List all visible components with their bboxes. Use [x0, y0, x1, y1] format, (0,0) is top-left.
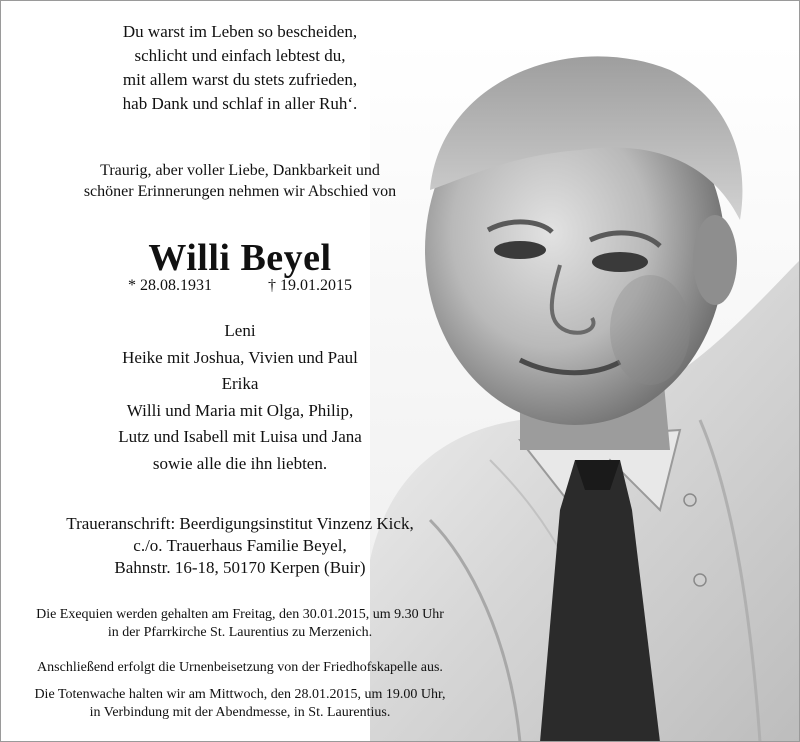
mourner-line: Heike mit Joshua, Vivien und Paul	[122, 347, 358, 367]
mourner-line: Lutz und Isabell mit Luisa und Jana	[118, 427, 362, 446]
mourner-line: Erika	[221, 374, 259, 393]
life-dates	[0, 276, 480, 296]
mourner-line: Willi und Maria mit Olga, Philip,	[126, 400, 354, 420]
note-line: in Verbindung mit der Abendmesse, in St. Laurentius.	[89, 705, 391, 720]
intro-text	[0, 160, 480, 202]
mourner-line: sowie alle die ihn liebten.	[152, 453, 328, 473]
urn-burial-note	[0, 659, 480, 677]
address-line: Bahnstr. 16-18, 50170 Kerpen (Buir)	[114, 558, 366, 577]
poem	[0, 20, 480, 116]
deceased-name: Willi Beyel	[148, 237, 332, 279]
poem-line: hab Dank und schlaf in aller Ruh‘.	[122, 94, 358, 113]
address-line: Traueranschrift: Beerdigungsinstitut Vinzenz Kick,	[66, 514, 414, 533]
note-line: in der Pfarrkirche St. Laurentius zu Merzenich.	[107, 625, 373, 640]
note-line: Die Exequien werden gehalten am Freitag, den 30.01.2015, um 9.30 Uhr	[36, 607, 444, 622]
poem-line: schlicht und einfach lebtest du,	[134, 46, 346, 65]
intro-line: Traurig, aber voller Liebe, Dankbarkeit und	[100, 162, 380, 179]
wake-note	[0, 686, 480, 722]
birth-date: * 28.08.1931	[128, 277, 212, 294]
poem-line: Du warst im Leben so bescheiden,	[122, 22, 358, 41]
note-line: Anschließend erfolgt die Urnenbeisetzung von der Friedhofskapelle aus.	[37, 660, 443, 675]
funeral-mass-note	[0, 606, 480, 642]
address-line: c./o. Trauerhaus Familie Beyel,	[133, 536, 347, 555]
note-line: Die Totenwache halten wir am Mittwoch, den 28.01.2015, um 19.00 Uhr,	[34, 687, 446, 702]
mourners-list	[0, 318, 480, 477]
intro-line: schöner Erinnerungen nehmen wir Abschied von	[83, 183, 397, 200]
death-date: † 19.01.2015	[268, 277, 352, 294]
mourning-address	[0, 513, 480, 579]
poem-line: mit allem warst du stets zufrieden,	[122, 70, 358, 89]
mourner-line: Leni	[224, 321, 256, 340]
